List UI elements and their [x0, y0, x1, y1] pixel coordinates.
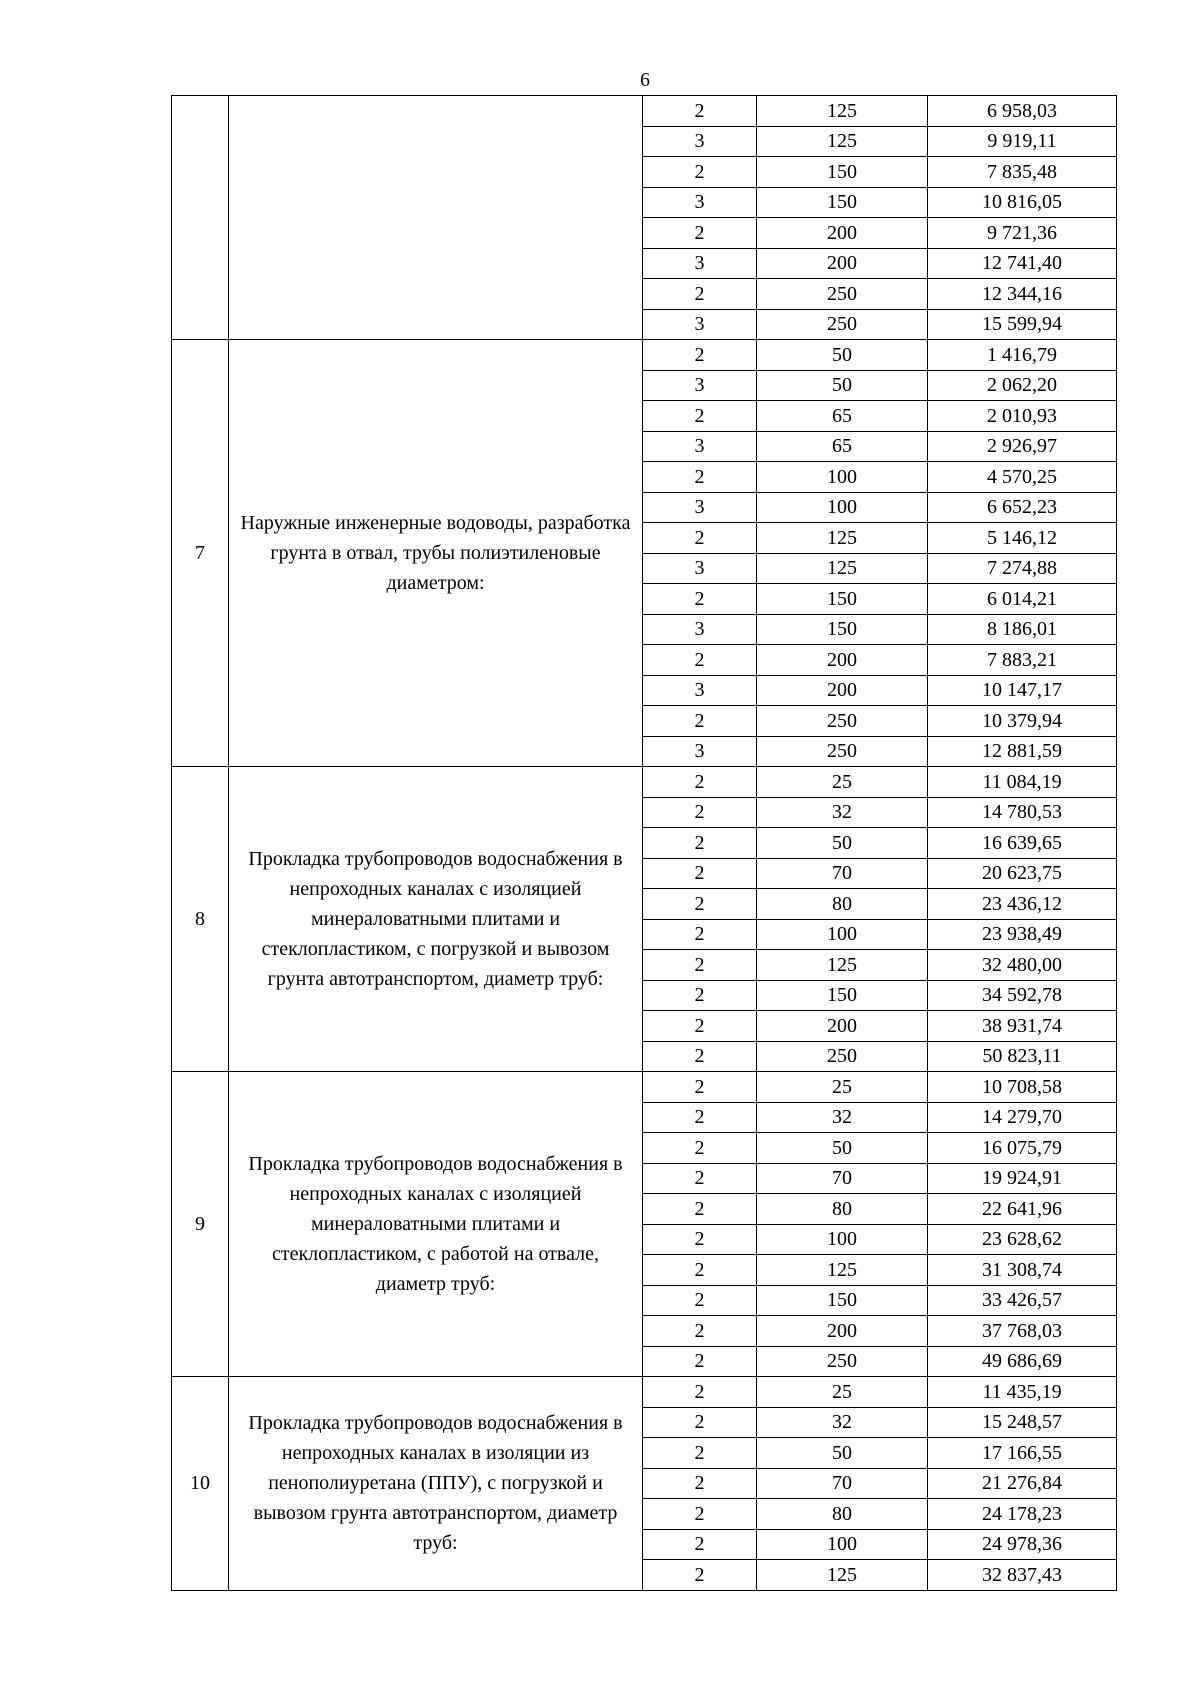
cell-diameter: 25 — [757, 1072, 928, 1103]
cell-price: 32 480,00 — [928, 950, 1117, 981]
cell-category: 2 — [643, 706, 757, 737]
cell-price: 33 426,57 — [928, 1285, 1117, 1316]
cell-diameter: 125 — [757, 96, 928, 127]
cell-category: 2 — [643, 797, 757, 828]
cell-category: 2 — [643, 523, 757, 554]
cell-category: 2 — [643, 919, 757, 950]
cell-category: 3 — [643, 553, 757, 584]
cell-diameter: 200 — [757, 675, 928, 706]
cell-diameter: 50 — [757, 1133, 928, 1164]
cell-diameter: 150 — [757, 584, 928, 615]
cell-category: 2 — [643, 1316, 757, 1347]
cell-category: 3 — [643, 370, 757, 401]
price-table — [171, 95, 1117, 1591]
cell-category: 2 — [643, 1011, 757, 1042]
cell-price: 49 686,69 — [928, 1346, 1117, 1377]
cell-category: 2 — [643, 401, 757, 432]
cell-price: 2 062,20 — [928, 370, 1117, 401]
cell-price: 6 652,23 — [928, 492, 1117, 523]
cell-diameter: 250 — [757, 309, 928, 340]
cell-diameter: 50 — [757, 828, 928, 859]
cell-price: 38 931,74 — [928, 1011, 1117, 1042]
page-number: 6 — [640, 69, 650, 91]
cell-diameter: 200 — [757, 248, 928, 279]
cell-diameter: 125 — [757, 523, 928, 554]
section-number: 10 — [172, 1377, 229, 1591]
cell-price: 4 570,25 — [928, 462, 1117, 493]
cell-diameter: 125 — [757, 126, 928, 157]
cell-category: 3 — [643, 431, 757, 462]
cell-category: 2 — [643, 1041, 757, 1072]
cell-price: 10 708,58 — [928, 1072, 1117, 1103]
section-description: Наружные инженерные водоводы, разработка грунта в отвал, трубы полиэтиленовые диаметром: — [229, 340, 643, 767]
cell-price: 11 435,19 — [928, 1377, 1117, 1408]
cell-category: 2 — [643, 1560, 757, 1591]
table-row — [172, 340, 1117, 371]
cell-diameter: 70 — [757, 1468, 928, 1499]
cell-diameter: 200 — [757, 218, 928, 249]
cell-category: 2 — [643, 462, 757, 493]
cell-diameter: 200 — [757, 1011, 928, 1042]
cell-category: 2 — [643, 889, 757, 920]
table-row — [172, 767, 1117, 798]
cell-category: 2 — [643, 1377, 757, 1408]
cell-category: 2 — [643, 1468, 757, 1499]
cell-price: 10 379,94 — [928, 706, 1117, 737]
cell-price: 9 919,11 — [928, 126, 1117, 157]
cell-price: 34 592,78 — [928, 980, 1117, 1011]
cell-diameter: 200 — [757, 1316, 928, 1347]
cell-diameter: 50 — [757, 340, 928, 371]
cell-category: 2 — [643, 1133, 757, 1164]
cell-diameter: 250 — [757, 736, 928, 767]
cell-price: 8 186,01 — [928, 614, 1117, 645]
cell-category: 2 — [643, 1102, 757, 1133]
cell-price: 5 146,12 — [928, 523, 1117, 554]
cell-price: 11 084,19 — [928, 767, 1117, 798]
cell-diameter: 70 — [757, 1163, 928, 1194]
cell-price: 12 344,16 — [928, 279, 1117, 310]
cell-price: 2 926,97 — [928, 431, 1117, 462]
section-number: 7 — [172, 340, 229, 767]
section-description: Прокладка трубопроводов водоснабжения в непроходных каналах с изоляцией минераловатными плитами и стеклопластиком, с погрузкой и вывозом грунта автотранспортом, диаметр труб: — [229, 767, 643, 1072]
cell-price: 7 274,88 — [928, 553, 1117, 584]
cell-diameter: 150 — [757, 1285, 928, 1316]
cell-diameter: 32 — [757, 1407, 928, 1438]
table-row — [172, 1072, 1117, 1103]
cell-price: 10 147,17 — [928, 675, 1117, 706]
cell-category: 2 — [643, 584, 757, 615]
cell-category: 2 — [643, 980, 757, 1011]
cell-category: 2 — [643, 858, 757, 889]
cell-diameter: 250 — [757, 1346, 928, 1377]
cell-price: 24 178,23 — [928, 1499, 1117, 1530]
section-description — [229, 96, 643, 340]
cell-diameter: 80 — [757, 1194, 928, 1225]
cell-diameter: 100 — [757, 1224, 928, 1255]
cell-diameter: 150 — [757, 187, 928, 218]
cell-price: 1 416,79 — [928, 340, 1117, 371]
cell-price: 20 623,75 — [928, 858, 1117, 889]
cell-diameter: 250 — [757, 279, 928, 310]
cell-diameter: 25 — [757, 767, 928, 798]
cell-category: 2 — [643, 645, 757, 676]
cell-category: 2 — [643, 218, 757, 249]
cell-diameter: 32 — [757, 797, 928, 828]
cell-category: 3 — [643, 492, 757, 523]
cell-diameter: 200 — [757, 645, 928, 676]
cell-price: 15 248,57 — [928, 1407, 1117, 1438]
section-number — [172, 96, 229, 340]
cell-diameter: 125 — [757, 553, 928, 584]
cell-category: 3 — [643, 248, 757, 279]
cell-price: 16 639,65 — [928, 828, 1117, 859]
cell-price: 12 881,59 — [928, 736, 1117, 767]
cell-category: 2 — [643, 1285, 757, 1316]
cell-price: 31 308,74 — [928, 1255, 1117, 1286]
cell-price: 24 978,36 — [928, 1529, 1117, 1560]
cell-price: 21 276,84 — [928, 1468, 1117, 1499]
cell-diameter: 65 — [757, 431, 928, 462]
cell-price: 6 958,03 — [928, 96, 1117, 127]
cell-diameter: 80 — [757, 889, 928, 920]
cell-category: 3 — [643, 675, 757, 706]
cell-category: 2 — [643, 279, 757, 310]
cell-diameter: 100 — [757, 462, 928, 493]
section-description: Прокладка трубопроводов водоснабжения в непроходных каналах в изоляции из пенополиуретана (ППУ), с погрузкой и вывозом грунта автотранспортом, диаметр труб: — [229, 1377, 643, 1591]
cell-category: 2 — [643, 1255, 757, 1286]
cell-diameter: 250 — [757, 1041, 928, 1072]
cell-category: 2 — [643, 828, 757, 859]
cell-category: 2 — [643, 96, 757, 127]
cell-price: 50 823,11 — [928, 1041, 1117, 1072]
cell-diameter: 100 — [757, 492, 928, 523]
cell-category: 2 — [643, 1072, 757, 1103]
cell-category: 2 — [643, 1407, 757, 1438]
cell-category: 2 — [643, 1194, 757, 1225]
cell-diameter: 70 — [757, 858, 928, 889]
cell-category: 2 — [643, 1346, 757, 1377]
cell-price: 14 780,53 — [928, 797, 1117, 828]
cell-price: 7 883,21 — [928, 645, 1117, 676]
cell-diameter: 250 — [757, 706, 928, 737]
cell-price: 9 721,36 — [928, 218, 1117, 249]
cell-diameter: 125 — [757, 1560, 928, 1591]
cell-category: 2 — [643, 767, 757, 798]
cell-category: 2 — [643, 1438, 757, 1469]
cell-category: 3 — [643, 736, 757, 767]
table-row — [172, 1377, 1117, 1408]
cell-diameter: 125 — [757, 1255, 928, 1286]
cell-price: 19 924,91 — [928, 1163, 1117, 1194]
cell-diameter: 80 — [757, 1499, 928, 1530]
cell-category: 2 — [643, 1499, 757, 1530]
cell-price: 7 835,48 — [928, 157, 1117, 188]
cell-category: 3 — [643, 614, 757, 645]
table-row — [172, 96, 1117, 127]
cell-price: 23 938,49 — [928, 919, 1117, 950]
cell-price: 12 741,40 — [928, 248, 1117, 279]
section-description: Прокладка трубопроводов водоснабжения в непроходных каналах с изоляцией минераловатными плитами и стеклопластиком, с работой на отвале, диаметр труб: — [229, 1072, 643, 1377]
cell-diameter: 50 — [757, 1438, 928, 1469]
cell-price: 10 816,05 — [928, 187, 1117, 218]
cell-price: 6 014,21 — [928, 584, 1117, 615]
section-number: 9 — [172, 1072, 229, 1377]
cell-category: 3 — [643, 309, 757, 340]
cell-diameter: 100 — [757, 1529, 928, 1560]
cell-category: 2 — [643, 340, 757, 371]
cell-category: 2 — [643, 157, 757, 188]
cell-price: 16 075,79 — [928, 1133, 1117, 1164]
cell-diameter: 65 — [757, 401, 928, 432]
cell-category: 2 — [643, 1224, 757, 1255]
cell-category: 3 — [643, 187, 757, 218]
cell-price: 22 641,96 — [928, 1194, 1117, 1225]
cell-category: 2 — [643, 1163, 757, 1194]
cell-diameter: 150 — [757, 614, 928, 645]
cell-price: 32 837,43 — [928, 1560, 1117, 1591]
cell-diameter: 25 — [757, 1377, 928, 1408]
cell-price: 15 599,94 — [928, 309, 1117, 340]
cell-diameter: 50 — [757, 370, 928, 401]
cell-diameter: 125 — [757, 950, 928, 981]
cell-diameter: 32 — [757, 1102, 928, 1133]
cell-category: 2 — [643, 1529, 757, 1560]
cell-price: 14 279,70 — [928, 1102, 1117, 1133]
cell-price: 23 436,12 — [928, 889, 1117, 920]
cell-price: 2 010,93 — [928, 401, 1117, 432]
cell-diameter: 100 — [757, 919, 928, 950]
cell-category: 2 — [643, 950, 757, 981]
cell-price: 17 166,55 — [928, 1438, 1117, 1469]
table-body — [172, 96, 1117, 1591]
cell-diameter: 150 — [757, 157, 928, 188]
section-number: 8 — [172, 767, 229, 1072]
cell-price: 37 768,03 — [928, 1316, 1117, 1347]
cell-diameter: 150 — [757, 980, 928, 1011]
cell-price: 23 628,62 — [928, 1224, 1117, 1255]
cell-category: 3 — [643, 126, 757, 157]
